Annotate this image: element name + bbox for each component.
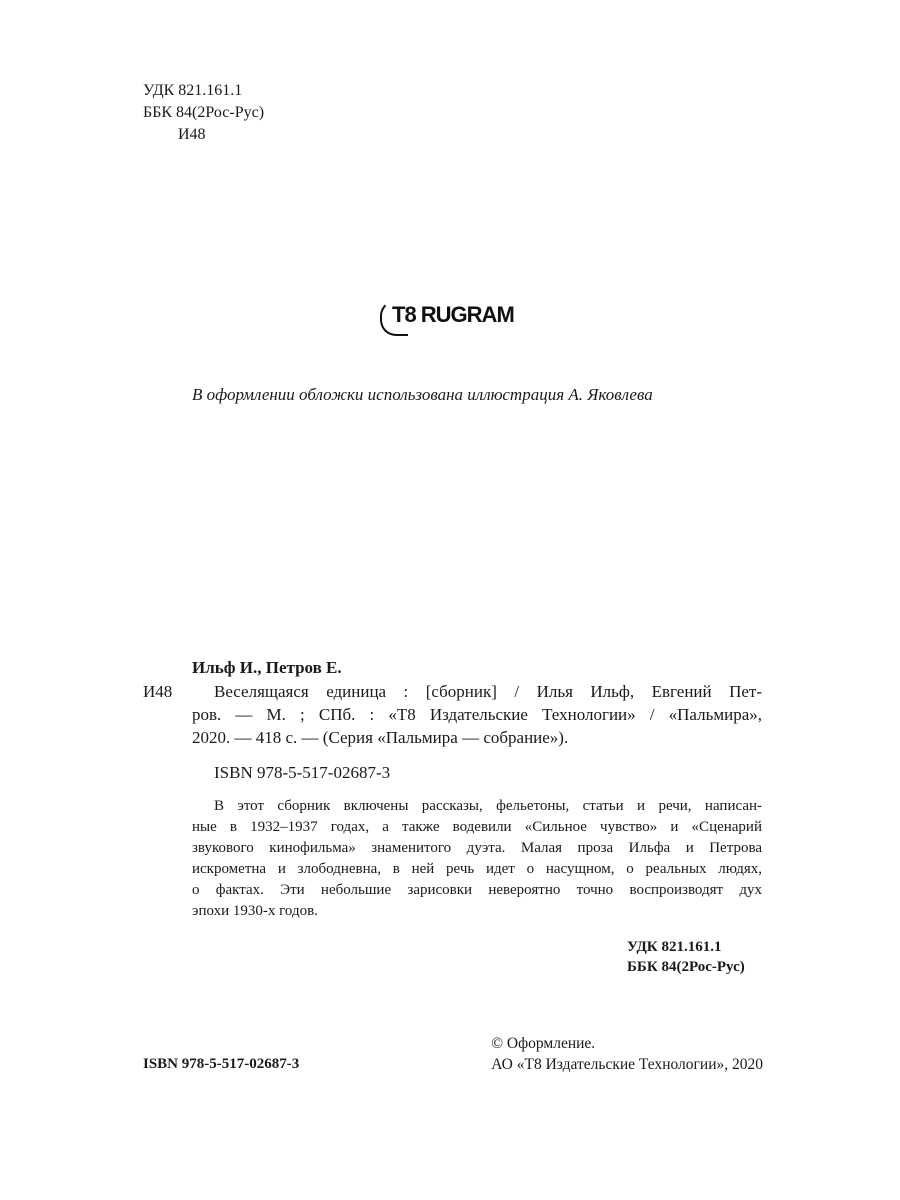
annotation-line: В этот сборник включены рассказы, фельетоны, статьи и речи, написан- — [214, 798, 762, 814]
publisher-logo — [378, 296, 528, 336]
biblio-line: 2020. — 418 с. — (Серия «Пальмира — собрание»). — [192, 728, 569, 747]
record-authors: Ильф И., Петров Е. — [192, 658, 342, 677]
annotation-line: звукового кинофильма» знаменитого дуэта. Малая проза Ильфа и Петрова — [192, 840, 762, 856]
biblio-line: Веселящаяся единица : [сборник] / Илья Ильф, Евгений Пет- — [214, 682, 762, 701]
bibliographic-row — [143, 680, 763, 749]
bbk-header: ББК 84(2Рос-Рус) — [143, 104, 265, 121]
copyright-line-1: © Оформление. — [491, 1035, 596, 1052]
catalog-record — [143, 656, 763, 1075]
author-mark-header: И48 — [178, 126, 206, 143]
record-classification — [627, 937, 763, 977]
udk-header: УДК 821.161.1 — [143, 82, 243, 99]
record-bbk: ББК 84(2Рос-Рус) — [627, 959, 745, 975]
record-isbn: ISBN 978-5-517-02687-3 — [214, 763, 391, 782]
biblio-line: ров. — М. ; СПб. : «Т8 Издательские Технологии» / «Пальмира», — [192, 705, 762, 724]
footer-isbn: ISBN 978-5-517-02687-3 — [143, 1056, 300, 1072]
annotation-line: ные в 1932–1937 годах, а также водевили «Сильное чувство» и «Сценарий — [192, 819, 762, 835]
annotation — [192, 796, 762, 922]
header-block — [143, 80, 264, 146]
copyright-line-2: АО «Т8 Издательские Технологии», 2020 — [491, 1056, 763, 1073]
copyright — [491, 1033, 763, 1075]
record-udk: УДК 821.161.1 — [627, 939, 722, 955]
annotation-line: о фактах. Эти небольшие зарисовки невероятно точно воспроизводят дух — [192, 882, 762, 898]
logo-text: T8 RUGRAM — [392, 302, 514, 327]
annotation-line: эпохи 1930-х годов. — [192, 903, 318, 919]
record-mark: И48 — [143, 682, 173, 701]
cover-note: В оформлении обложки использована иллюстрация А. Яковлева — [192, 385, 653, 404]
annotation-line: искрометна и злободневна, в ней речь идет о насущном, о реальных людях, — [192, 861, 762, 877]
bibliographic-description — [192, 680, 762, 749]
footer — [143, 1033, 763, 1075]
